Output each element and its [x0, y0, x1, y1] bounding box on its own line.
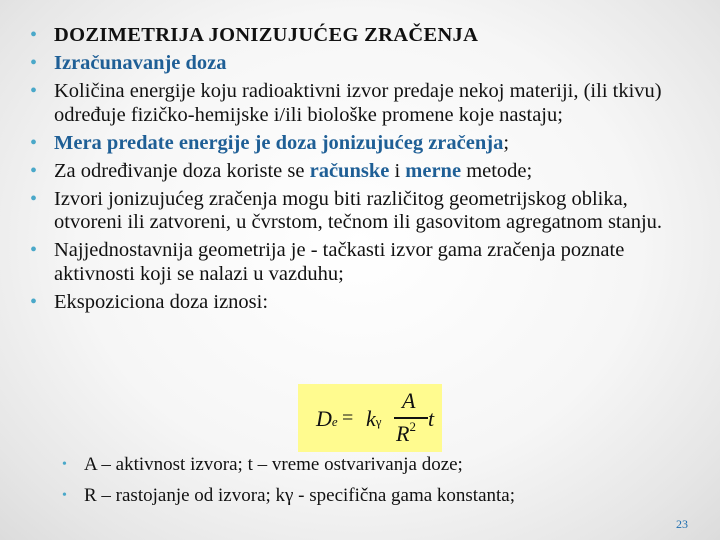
- list-item: [28, 188, 700, 235]
- legend-text: R – rastojanje od izvora; kγ - specifična gama konstanta;: [84, 485, 516, 506]
- bullet-text: ;: [503, 131, 510, 154]
- bullet-icon: •: [30, 290, 38, 313]
- formula-t: t: [428, 406, 435, 431]
- list-item: [62, 453, 702, 477]
- formula-equals: =: [342, 407, 354, 429]
- bullet-icon: •: [30, 239, 38, 261]
- formula-numerator: A: [402, 388, 416, 413]
- list-item-title: [28, 24, 700, 48]
- bullet-text: Izvori jonizujućeg zračenja mogu biti različitog geometrijskog oblika, otvoreni ili zatvoreni, u čvrstom, tečnom ili gasovitom agregatnom stanju.: [54, 187, 663, 233]
- list-item: [28, 160, 700, 184]
- highlight-text: Mera predate energije je doza jonizujućeg zračenja: [54, 131, 504, 154]
- formula-box: [298, 384, 442, 452]
- bullet-icon: •: [30, 159, 38, 182]
- list-item: [28, 291, 700, 315]
- bullet-icon: •: [30, 24, 38, 46]
- page-number: 23: [676, 517, 688, 531]
- bullet-icon: •: [30, 80, 38, 102]
- legend-text: A – aktivnost izvora; t – vreme ostvarivanja doze;: [84, 454, 463, 475]
- list-item: [28, 80, 700, 127]
- bullet-text: Za određivanje doza koriste se: [54, 159, 310, 182]
- bullet-icon: •: [30, 131, 38, 154]
- bullet-list: [28, 24, 700, 319]
- highlight-word: računske: [309, 159, 390, 182]
- highlight-word: merne: [405, 159, 462, 182]
- bullet-text: Najjednostavnija geometrija je - tačkasti izvor gama zračenja poznate aktivnosti koji se nalazi u vazduhu;: [54, 239, 625, 285]
- list-item: [28, 132, 700, 156]
- formula-k: kγ: [366, 406, 382, 431]
- legend-list: [62, 453, 702, 515]
- bullet-icon: •: [62, 488, 67, 503]
- bullet-icon: •: [30, 187, 38, 210]
- bullet-text: Količina energije koju radioaktivni izvor predaje nekoj materiji, (ili tkivu) određuje fizičko-hemijske i/ili biološke promene koje nastaju;: [54, 80, 662, 126]
- bullet-icon: •: [30, 52, 38, 74]
- formula-denominator: $R^2$: [396, 419, 416, 446]
- bullet-icon: •: [62, 457, 67, 472]
- list-item: [28, 239, 700, 286]
- bullet-text: Ekspoziciona doza iznosi:: [54, 290, 269, 313]
- formula-d: De: [316, 406, 338, 431]
- slide-title: DOZIMETRIJA JONIZUJUĆEG ZRAČENJA: [54, 24, 479, 46]
- list-item: [62, 484, 702, 508]
- bullet-text: metode;: [461, 159, 533, 182]
- bullet-text: i: [389, 159, 406, 182]
- slide-subtitle: Izračunavanje doza: [54, 52, 227, 74]
- list-item-subtitle: [28, 52, 700, 76]
